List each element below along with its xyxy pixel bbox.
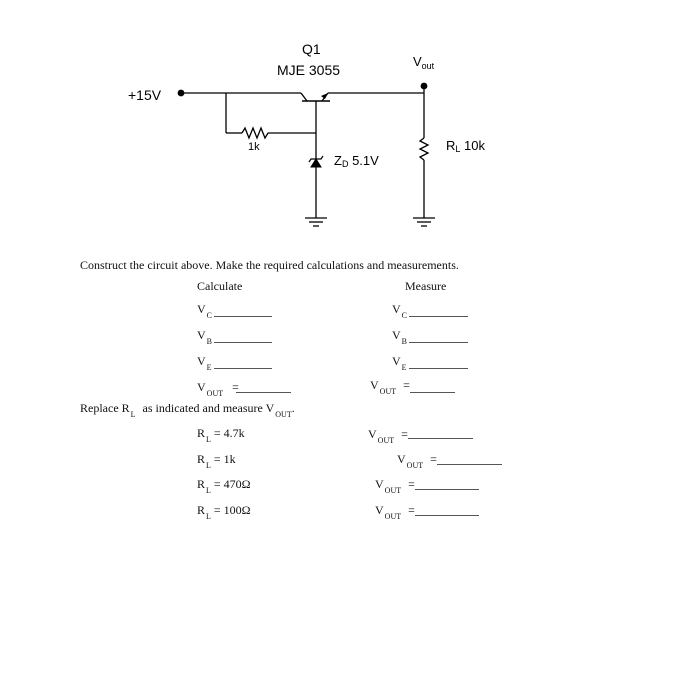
calc-vb-row: $V_B$ bbox=[197, 328, 213, 346]
emitter-arrow bbox=[321, 93, 328, 99]
load-row-1-measure: $V_{OUT}$ = bbox=[368, 427, 408, 445]
meas-vc-blank[interactable] bbox=[409, 316, 468, 317]
meas-ve-blank[interactable] bbox=[409, 368, 468, 369]
load-row-2: $R_L = 1k$ bbox=[197, 452, 236, 470]
collector-wire bbox=[301, 93, 307, 101]
load-row-3: $R_L = 470\Omega$ bbox=[197, 477, 251, 495]
load-row-1-blank[interactable] bbox=[408, 438, 473, 439]
calc-ve-row: $V_E$ bbox=[197, 354, 212, 372]
meas-vc-row: $V_C$ bbox=[392, 302, 408, 320]
supply-terminal bbox=[178, 90, 185, 97]
calc-vout-row: $V_{OUT}$ = bbox=[197, 380, 239, 398]
intro-text: Construct the circuit above. Make the required calculations and measurements. bbox=[80, 258, 459, 272]
regulator-schematic bbox=[0, 0, 673, 250]
measure-header: Measure bbox=[405, 279, 447, 293]
meas-vb-row: $V_B$ bbox=[392, 328, 408, 346]
calc-vc-row: $V_C$ bbox=[197, 302, 213, 320]
vout-label: $V_{out}$ bbox=[413, 54, 435, 71]
calc-vb-blank[interactable] bbox=[214, 342, 272, 343]
rl-resistor bbox=[420, 138, 428, 160]
r1-label: 1k bbox=[248, 141, 260, 153]
load-row-3-blank[interactable] bbox=[415, 489, 479, 490]
load-row-3-measure: $V_{OUT}$ = bbox=[375, 477, 415, 495]
load-row-4-blank[interactable] bbox=[415, 515, 479, 516]
q1-label: Q1 bbox=[302, 41, 321, 57]
load-row-1: $R_L = 4.7k$ bbox=[197, 426, 245, 444]
vout-terminal bbox=[421, 83, 428, 90]
load-row-2-blank[interactable] bbox=[437, 464, 502, 465]
vout-sub: out bbox=[421, 61, 435, 71]
zener-diode bbox=[311, 159, 321, 167]
r1-resistor bbox=[242, 128, 268, 138]
meas-ve-row: $V_E$ bbox=[392, 354, 407, 372]
supply-label: +15V bbox=[128, 87, 162, 103]
calc-ve-blank[interactable] bbox=[214, 368, 272, 369]
calc-vout-blank[interactable] bbox=[236, 392, 291, 393]
rl-label: RL 10k bbox=[446, 138, 485, 154]
meas-vb-blank[interactable] bbox=[409, 342, 468, 343]
load-row-4-measure: $V_{OUT}$ = bbox=[375, 503, 415, 521]
replace-instruction: Replace $R_L$ as indicated and measure $V_{OUT}$. bbox=[80, 401, 295, 419]
load-row-4: $R_L = 100\Omega$ bbox=[197, 503, 251, 521]
load-row-2-measure: $V_{OUT}$ = bbox=[397, 452, 437, 470]
calculate-header: Calculate bbox=[197, 279, 243, 293]
calc-vc-blank[interactable] bbox=[214, 316, 272, 317]
zener-label: ZD 5.1V bbox=[334, 153, 379, 169]
q1-part-label: MJE 3055 bbox=[277, 62, 341, 78]
meas-vout-blank[interactable] bbox=[410, 392, 455, 393]
meas-vout-row: $V_{OUT}$ = bbox=[370, 378, 410, 396]
